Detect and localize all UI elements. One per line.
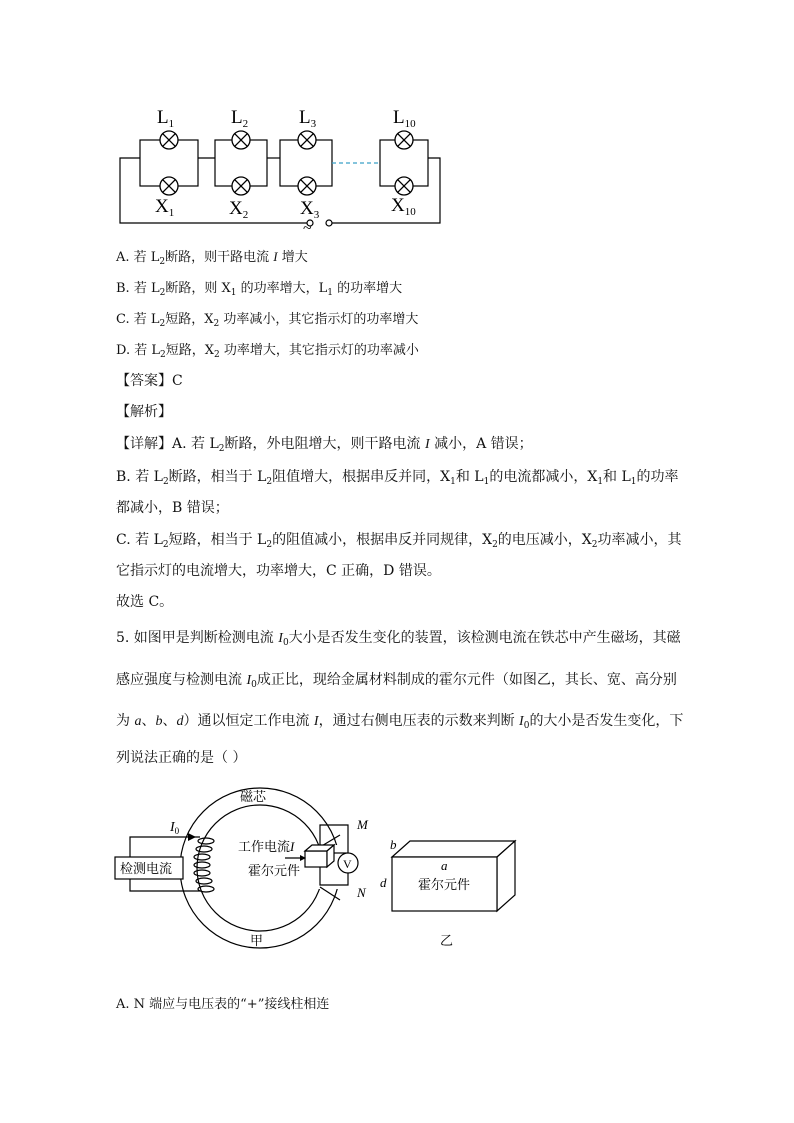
lamp-L2	[232, 131, 250, 149]
hall-sensor-figure	[110, 785, 530, 960]
box-d-label: d	[380, 875, 387, 890]
hall-element-label: 霍尔元件	[248, 864, 301, 879]
lamp-L1	[160, 131, 178, 149]
answer-value: C	[172, 373, 183, 389]
box-hall-label: 霍尔元件	[418, 878, 471, 893]
q5-line2: 感应强度与检测电流 $I_0$成正比，现给金属材料制成的霍尔元件（如图乙，其长、宽、高分别	[116, 672, 677, 690]
q4-option-c: C. 若 $L_2$短路，$X_2$ 功率减小，其它指示灯的功率增大	[116, 312, 419, 329]
analysis-label: 【解析】	[116, 404, 172, 420]
terminal-right	[326, 220, 332, 226]
lamp-X10	[395, 177, 413, 195]
detect-current-label: 检测电流	[120, 862, 173, 877]
q5-line1: 5. 如图甲是判断检测电流 $I_0$大小是否发生变化的装置，该检测电流在铁芯中产生磁场，其磁	[116, 630, 681, 648]
lamp-X2	[232, 177, 250, 195]
label-X2: $X_2$	[229, 198, 249, 221]
box-b-label: b	[390, 837, 397, 852]
hall-element-box	[392, 841, 515, 911]
i0-label: $I_0$	[170, 820, 180, 836]
detail-choose: 故选 C。	[116, 594, 174, 610]
jia-label: 甲	[250, 934, 264, 949]
detail-b-line1: B. 若 $L_2$断路，相当于 $L_2$阻值增大，根据串反并同，$X_1$和 $L_1$的电流都减小，$X_1$和 $L_1$的功率	[116, 469, 679, 487]
q4-option-b: B. 若 $L_2$断路，则 $X_1$ 的功率增大，$L_1$ 的功率增大	[116, 281, 403, 298]
lamp-L10	[395, 131, 413, 149]
detail-a: 【详解】A. 若 $L_2$断路，外电阻增大，则干路电流 I 减小，A 错误；	[116, 436, 533, 454]
q5-option-a: A. N 端应与电压表的“+”接线柱相连	[116, 997, 330, 1012]
detail-b-line2: 都减小，B 错误；	[116, 500, 229, 516]
label-X1: $X_1$	[155, 196, 175, 219]
lamp-X3	[298, 177, 316, 195]
answer-label: 【答案】	[116, 373, 172, 389]
n-label: N	[357, 885, 366, 900]
work-current-label: 工作电流I	[238, 839, 295, 855]
q5-line3: 为 a、b、d）通以恒定工作电流 I，通过右侧电压表的示数来判断 $I_0$的大小是否发生变化，下	[116, 713, 684, 731]
core-label: 磁芯	[240, 790, 267, 805]
q5-line4: 列说法正确的是（ ）	[116, 750, 247, 766]
label-L2: $L_2$	[231, 107, 249, 130]
label-X3: $X_3$	[300, 198, 320, 221]
ac-source-symbol: ~	[303, 220, 312, 235]
m-label: M	[357, 817, 368, 832]
label-L1: $L_1$	[157, 107, 175, 130]
label-L10: $L_{10}$	[393, 107, 416, 130]
box-a-label: a	[441, 858, 448, 873]
label-X10: $X_{10}$	[391, 195, 416, 218]
detail-c-line2: 它指示灯的电流增大，功率增大，C 正确，D 错误。	[116, 563, 441, 579]
current-arrow	[188, 833, 196, 841]
q4-option-d: D. 若 $L_2$短路，$X_2$ 功率增大，其它指示灯的功率减小	[116, 343, 419, 360]
circuit-diagram	[110, 100, 450, 235]
label-L3: $L_3$	[299, 107, 317, 130]
yi-label: 乙	[440, 934, 454, 949]
answer-line	[116, 371, 183, 391]
detail-c-line1: C. 若 $L_2$短路，相当于 $L_2$的阻值减小，根据串反并同规律，$X_2$的电压减小，$X_2$功率减小，其	[116, 532, 682, 550]
lamp-X1	[160, 177, 178, 195]
v-label: V	[343, 857, 352, 871]
lamp-L3	[298, 131, 316, 149]
q4-option-a: A. 若 $L_2$断路，则干路电流 I 增大	[116, 249, 308, 267]
hall-element-small	[305, 851, 327, 867]
